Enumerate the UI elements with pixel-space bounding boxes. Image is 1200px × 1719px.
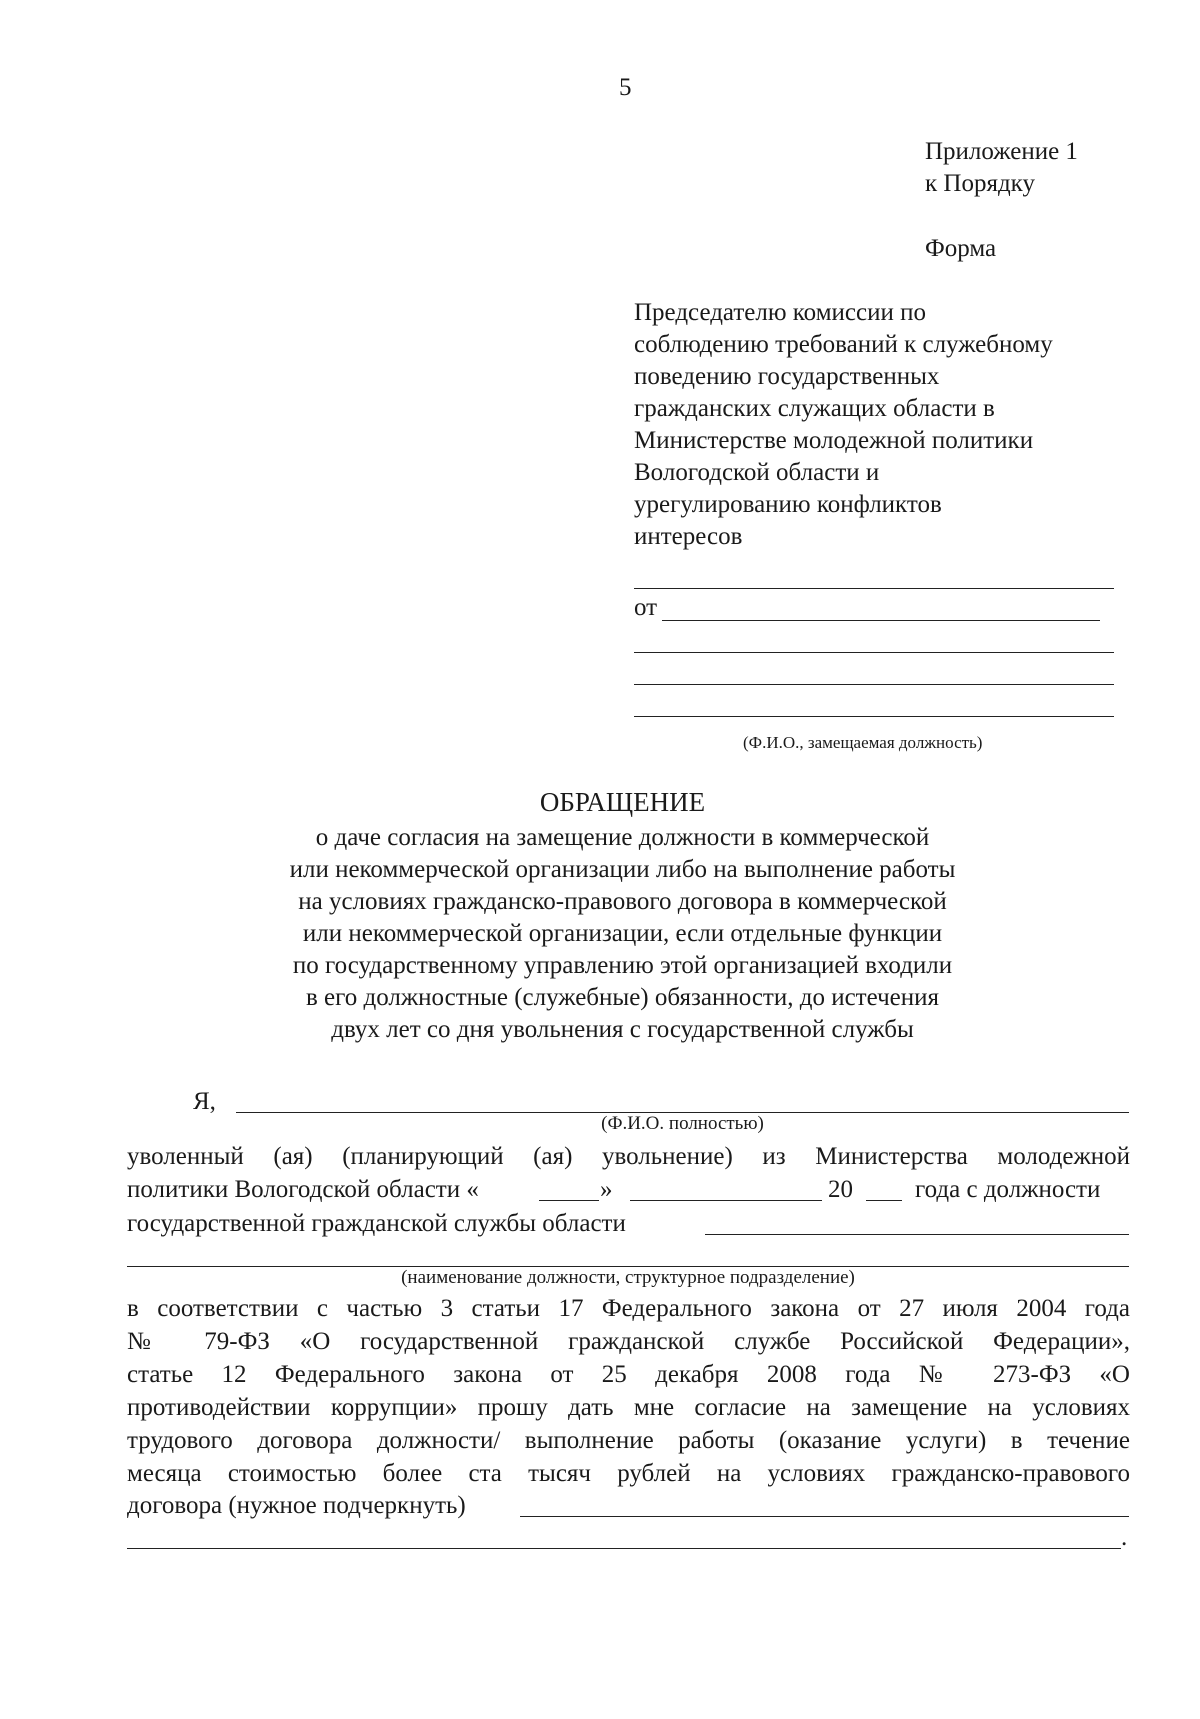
paragraph-last-line: договора (нужное подчеркнуть) bbox=[127, 1492, 466, 1519]
addressee-line: соблюдению требований к служебному bbox=[634, 331, 1053, 358]
addressee-line: урегулированию конфликтов bbox=[634, 491, 942, 518]
paragraph-line: противодействии коррупции» прошу дать мне согласие на замещение на условиях bbox=[127, 1394, 1130, 1421]
addressee-line: Министерстве молодежной политики bbox=[634, 427, 1034, 454]
organization-blank-line[interactable] bbox=[520, 1516, 1129, 1517]
paragraph-line: № 79-ФЗ «О государственной гражданской службе Российской Федерации», bbox=[127, 1328, 1130, 1355]
subtitle-line: на условиях гражданско-правового договора в коммерческой bbox=[298, 888, 947, 915]
body-line-2-end: года с должности bbox=[915, 1176, 1101, 1203]
subtitle-line: о даче согласия на замещение должности в коммерческой bbox=[315, 824, 930, 851]
paragraph-line: статье 12 Федерального закона от 25 декабря 2008 года № 273-ФЗ «О bbox=[127, 1361, 1130, 1388]
year-blank-line[interactable] bbox=[866, 1200, 902, 1201]
body-line-2-year: 20 bbox=[828, 1176, 853, 1203]
organization-blank-line-2[interactable] bbox=[127, 1548, 1121, 1549]
addressee-line: поведению государственных bbox=[634, 363, 940, 390]
body-line-3: государственной гражданской службы области bbox=[127, 1210, 626, 1237]
appendix-line-2: к Порядку bbox=[925, 170, 1035, 197]
page-number: 5 bbox=[619, 74, 632, 101]
day-blank-line[interactable] bbox=[539, 1200, 599, 1201]
appendix-line-1: Приложение 1 bbox=[925, 138, 1078, 165]
position-caption: (наименование должности, структурное подразделение) bbox=[401, 1267, 855, 1288]
blank-line[interactable] bbox=[634, 588, 1114, 589]
from-blank-line[interactable] bbox=[662, 620, 1100, 621]
blank-line[interactable] bbox=[634, 716, 1114, 717]
end-dot: . bbox=[1121, 1524, 1128, 1551]
body-line-2-quote: » bbox=[600, 1176, 613, 1203]
subtitle-line: двух лет со дня увольнения с государственной службы bbox=[331, 1016, 914, 1043]
paragraph-line: в соответствии с частью 3 статьи 17 Федерального закона от 27 июля 2004 года bbox=[127, 1295, 1130, 1322]
addressee-line: Председателю комиссии по bbox=[634, 299, 926, 326]
blank-line[interactable] bbox=[634, 684, 1114, 685]
addressee-line: Вологодской области и bbox=[634, 459, 880, 486]
fio-position-caption: (Ф.И.О., замещаемая должность) bbox=[743, 733, 983, 752]
from-label: от bbox=[634, 594, 658, 621]
document-title: ОБРАЩЕНИЕ bbox=[539, 787, 706, 817]
body-line-2-start: политики Вологодской области « bbox=[127, 1176, 479, 1203]
body-line-1: уволенный (ая) (планирующий (ая) увольнение) из Министерства молодежной bbox=[127, 1143, 1130, 1170]
paragraph-line: трудового договора должности/ выполнение работы (оказание услуги) в течение bbox=[127, 1427, 1130, 1454]
ya-label: Я, bbox=[193, 1088, 216, 1115]
addressee-line: гражданских служащих области в bbox=[634, 395, 995, 422]
subtitle-line: по государственному управлению этой организацией входили bbox=[292, 952, 953, 979]
addressee-line: интересов bbox=[634, 523, 743, 550]
subtitle-line: или некоммерческой организации, если отдельные функции bbox=[302, 920, 943, 947]
subtitle-line: в его должностные (служебные) обязанности, до истечения bbox=[305, 984, 939, 1011]
blank-line[interactable] bbox=[634, 652, 1114, 653]
month-blank-line[interactable] bbox=[630, 1200, 822, 1201]
position-blank-line[interactable] bbox=[705, 1234, 1129, 1235]
form-label: Форма bbox=[925, 235, 997, 262]
paragraph-line: месяца стоимостью более ста тысяч рублей на условиях гражданско-правового bbox=[127, 1460, 1130, 1487]
fio-full-caption: (Ф.И.О. полностью) bbox=[601, 1113, 764, 1134]
subtitle-line: или некоммерческой организации либо на выполнение работы bbox=[289, 856, 956, 883]
